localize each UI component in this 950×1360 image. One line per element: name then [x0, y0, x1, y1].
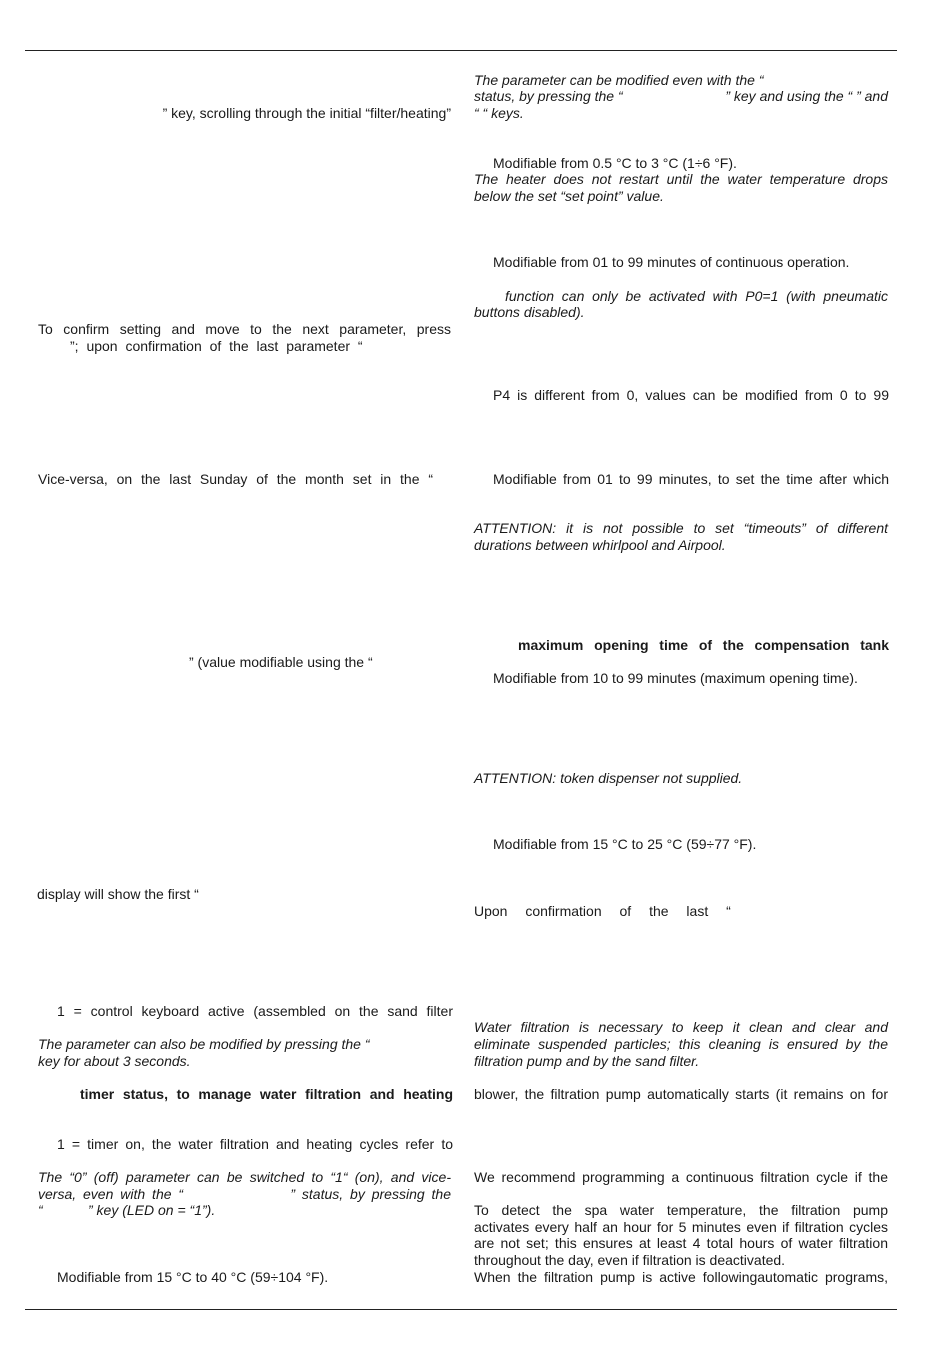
text-line: Modifiable from 15 °C to 25 °C (59÷77 °F). — [493, 836, 757, 852]
text-line: To detect the spa water temperature, the filtration pump — [474, 1202, 888, 1218]
text-line: ” key and using the “ ” and — [725, 88, 888, 104]
text-line: display will show the first “ — [37, 886, 199, 902]
text-line: 1 = timer on, the water filtration and heating cycles refer to — [57, 1136, 453, 1152]
text-line: ” key, scrolling through the initial “filter/heating” — [162, 105, 451, 121]
text-line: activates every half an hour for 5 minutes even if filtration cycles — [474, 1219, 888, 1235]
text-line: ” key (LED on = “1”). — [88, 1202, 216, 1218]
text-line: The heater does not restart until the water temperature drops — [474, 171, 888, 187]
text-line: blower, the filtration pump automatically starts (it remains on for — [474, 1086, 888, 1102]
text-line: timer status, to manage water filtration and heating — [80, 1086, 453, 1102]
text-line: ”; upon confirmation of the last parameter “ — [70, 338, 363, 354]
text-line: status, by pressing the “ — [474, 88, 623, 104]
text-line: function can only be activated with P0=1 (with pneumatic — [505, 288, 888, 304]
text-line: ” (value modifiable using the “ — [189, 654, 373, 670]
text-line: key for about 3 seconds. — [38, 1053, 191, 1069]
text-line: Water filtration is necessary to keep it clean and clear and — [474, 1019, 888, 1035]
text-line: eliminate suspended particles; this cleaning is ensured by the — [474, 1036, 888, 1052]
text-line: P4 is different from 0, values can be modified from 0 to 99 — [493, 387, 889, 403]
text-line: Modifiable from 0.5 °C to 3 °C (1÷6 °F). — [493, 155, 737, 171]
text-line: The “0” (off) parameter can be switched to “1“ (on), and vice- — [38, 1169, 451, 1185]
text-line: The parameter can also be modified by pressing the “ — [38, 1036, 370, 1052]
text-line: filtration pump and by the sand filter. — [474, 1053, 700, 1069]
text-line: below the set “set point” value. — [474, 188, 664, 204]
text-line: When the filtration pump is active followingautomatic programs, — [474, 1269, 888, 1285]
text-line: ATTENTION: token dispenser not supplied. — [474, 770, 743, 786]
text-line: 1 = control keyboard active (assembled on the sand filter — [57, 1003, 453, 1019]
text-line: ATTENTION: it is not possible to set “timeouts” of different — [474, 520, 888, 536]
text-line: Upon confirmation of the last “ — [474, 903, 731, 919]
text-line: maximum opening time of the compensation tank — [518, 637, 889, 653]
text-line: “ “ keys. — [474, 105, 524, 121]
text-line: buttons disabled). — [474, 304, 585, 320]
text-line: throughout the day, even if filtration is deactivated. — [474, 1252, 786, 1268]
text-line: Vice-versa, on the last Sunday of the month set in the “ — [38, 471, 433, 487]
bottom-rule — [25, 1309, 897, 1310]
text-line: To confirm setting and move to the next parameter, press — [38, 321, 451, 337]
text-line: versa, even with the “ — [38, 1186, 184, 1202]
text-line: Modifiable from 10 to 99 minutes (maximum opening time). — [493, 670, 858, 686]
text-line: We recommend programming a continuous filtration cycle if the — [474, 1169, 888, 1185]
top-rule — [25, 50, 897, 51]
text-line: are not set; this ensures at least 4 total hours of water filtration — [474, 1235, 888, 1251]
text-line: ” status, by pressing the — [290, 1186, 451, 1202]
text-line: “ — [38, 1202, 43, 1218]
text-line: The parameter can be modified even with the “ — [474, 72, 764, 88]
text-line: durations between whirlpool and Airpool. — [474, 537, 726, 553]
text-line: Modifiable from 01 to 99 minutes of continuous operation. — [493, 254, 850, 270]
text-line: Modifiable from 01 to 99 minutes, to set the time after which — [493, 471, 889, 487]
text-line: Modifiable from 15 °C to 40 °C (59÷104 °F). — [57, 1269, 329, 1285]
